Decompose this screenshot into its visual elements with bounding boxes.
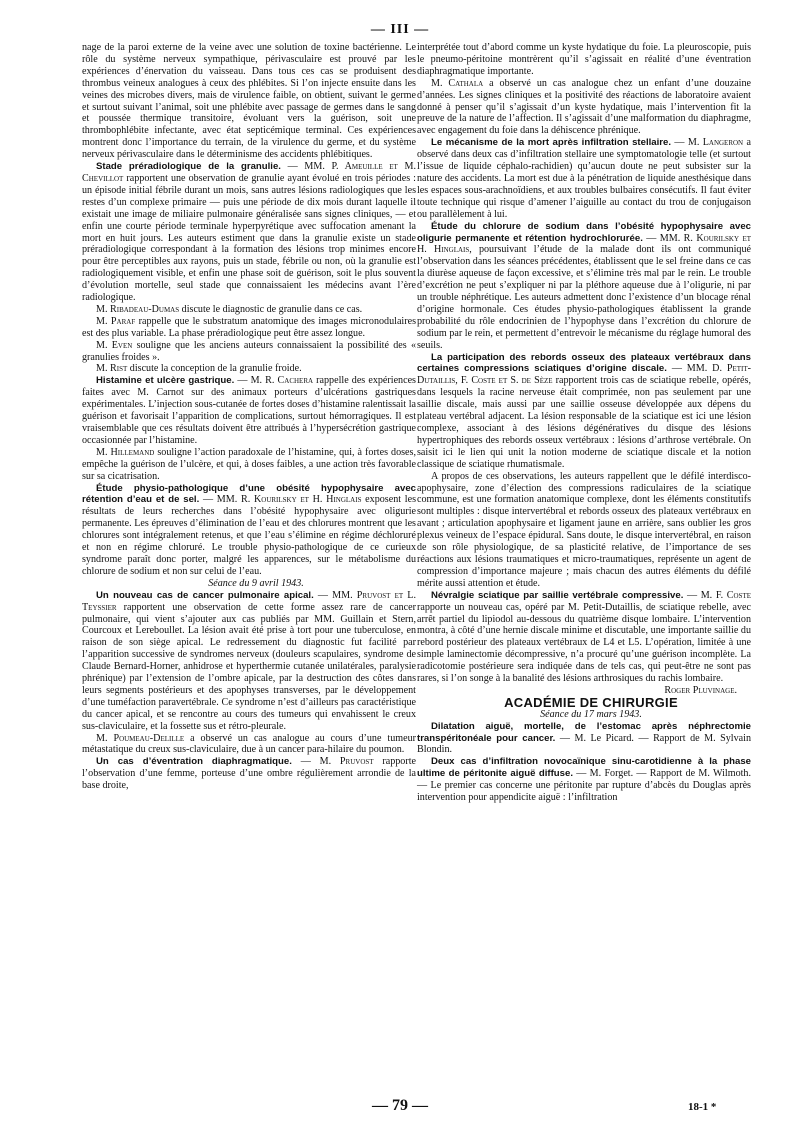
article-text: rapporte l’observation d’une femme, porteuse d’une ombre régulièrement arrondie de la base droite, [82, 756, 416, 792]
article-heading: Histamine et ulcère gastrique. [96, 375, 235, 387]
article-entry [417, 756, 751, 804]
left-column [82, 42, 416, 792]
article-heading: Un cas d’éventration diaphragmatique. [96, 756, 292, 768]
section-title: ACADÉMIE DE CHIRURGIE [504, 694, 678, 710]
article-text: , poursuivant l’étude de la malade dont ils ont communiqué l’observation dans les séances précédentes, établissent que le sel freine dans ce cas la diurèse aqueuse de façon excessive, et s’élimine très mal par le rein. Le trouble d’excrétion ne peut s’expliquer ni par la pléthore aqueuse due à l’oligurie, ni par un trouble néphrétique. Les auteurs admettent donc l’existence d’un blocage rénal d’origine hormonale. Ces études physio-pathologiques établissent la grande probabilité du rôle endocrinien de l’hypophyse dans l’excrétion du chlorure de sodium par le rein, et permettent d’entrevoir le mécanisme du réglage humoral des seuils. [417, 244, 751, 351]
signature-mark: 18-1 * [688, 1101, 717, 1113]
discussion-text: a observé un cas analogue au cours d’une tumeur métastatique du creux sus-claviculaire, due à un cancer para-hilaire du poumon. [82, 732, 416, 756]
article-authors: — M. Pruvost [300, 756, 374, 768]
article-entry [417, 590, 751, 685]
discussion-text: souligne l’action paradoxale de l’histamine, qui, à fortes doses, empêche la guérison de l’ulcère, et qui, à doses faibles, a une action très favorable sur sa cicatrisation. [82, 446, 416, 482]
discussion-entry [82, 733, 416, 757]
article-heading: Le mécanisme de la mort après infiltration stellaire. [431, 137, 672, 149]
author-signature: Roger Pluvinage. [664, 684, 737, 696]
article-authors: — MM. P. Ameuille et M. Chevillot [82, 161, 416, 184]
paragraph: interprétée tout d’abord comme un kyste hydatique du foie. La pleuroscopie, puis le pneumo-péritoine montrèrent qu’il s’agissait en réalité d’une éventration diaphragmatique importante. [417, 42, 751, 77]
article-entry [417, 352, 751, 471]
discussion-entry [82, 340, 416, 364]
session-date: Séance du 9 avril 1943. [208, 577, 304, 589]
discussant: M. Cathala [431, 77, 484, 89]
discussion-text: rappelle que le substratum anatomique des images micronodulaires est des plus variable. La phase préradiologique peut être assez longue. [82, 315, 416, 339]
page-number: — 79 — [372, 1097, 428, 1114]
article-text: — M. Le Picard. — Rapport de M. Sylvain Blondin. [417, 732, 751, 756]
article-heading: Deux cas d’infiltration novocaïnique sinu-carotidienne à la phase ultime de péritonite aiguë diffuse. [417, 756, 751, 780]
article-heading: Dilatation aiguë, mortelle, de l’estomac après néphrectomie transpéritonéale pour cancer. [417, 720, 751, 744]
discussant: M. Ribadeau-Dumas [96, 303, 180, 315]
discussant: M. Paraf [96, 315, 136, 327]
discussant: M. Rist [96, 363, 128, 375]
article-text: rapportent une observation de cette forme assez rare de cancer pulmonaire, qui vient s’ajouter aux cas publiés par MM. Guillain et Stern, Courcoux et Lereboullet. La lésion avait été prise à tort pour une tuberculose, en raison de son siège apical. Le redressement du diagnostic fut facilité par l’apparition successive de syndromes nerveux (douleurs scapulaires, syndrome de Claude Bernard-Horner, anhidrose et hyperthermie cutanée unilatérales, paralysie phrénique) par l’extension de l’ombre apicale, par la destruction des côtes dans leurs segments postérieurs et des apophyses transverses, par le développement d’une tuméfaction paravertébrale. Ce syndrome n’est d’ailleurs pas caractéristique du cancer apical, et se rencontre au cours des tumeurs qui envahissent le creux sus-claviculaire, et la fossette sus et rétro-pleurale. [82, 601, 416, 732]
article-text: rapportent trois cas de sciatique rebelle, opérés, dans lesquels la racine nerveuse était comprimée, non pas seulement par une saillie discale, mais aussi par une saillie osseuse développée aux dépens du plateau vertébral adjacent. La lésion responsable de la sciatique est ici une lésion complexe, associant à des lésions dégénératives du disque des lésions hypertrophiques des rebords osseux vertébraux : lésions d’arthrose vertébrale. On saisit ici le lien qui unit la notion moderne de sciatique discale et la notion classique de sciatique rhumatismale. [417, 375, 751, 470]
article-authors: — M. R. Cachera [237, 375, 314, 387]
article-entry [82, 590, 416, 733]
article-entry [82, 375, 416, 446]
article-heading: Un nouveau cas de cancer pulmonaire apical. [96, 589, 314, 601]
session-date: Séance du 17 mars 1943. [540, 708, 642, 720]
article-text: rapportent une observation de granulie ayant évolué en trois périodes : un épisode initial fébrile durant un mois, sans autres lésions radiologiques que les restes d’un complexe primaire — puis une période de dix mois durant laquelle il existait une image de miliaire pulmonaire généralisée sans signes cliniques, — et enfin une courte période terminale hyperpyrétique avec suffocation amenant la mort en huit jours. Les auteurs estiment que dans la granulie existe un stade préradiologique correspondant à la formation des lésions trop minimes encore pour être perceptibles aux rayons, puis un stade, fébrile ou non, où la granulie est radiologiquement visible, et enfin une phase soit de guérison, soit le plus souvent d’évolution mortelle, seul stade que connaissaient les médecins avant l’ère radiologique. [82, 172, 416, 304]
paragraph: nage de la paroi externe de la veine avec une solution de toxine bactérienne. Le rôle du système nerveux sympathique, périvasculaire est prouvé par les expériences d’énervation du vaisseau. Dans tous ces cas se produisent des thrombus veineux analogues à ceux des phlébites. Si l’on injecte ensuite dans les veines des microbes divers, mais de virulence faible, on obtient, suivant le germe et surtout suivant l’animal, soit une phlébite avec passage de germes dans le sang et poussée thermique transitoire, évoluant vers la guérison, soit une thrombophlébite infectante, avec état septicémique terminal. Ces expériences montrent donc l’importance du terrain, de la virulence du germe, et du système nerveux périvasculaire dans le déterminisme des accidents phlébitiques. [82, 42, 416, 161]
article-authors: — MM. R. Kourilsky et H. Hinglais [203, 494, 362, 506]
discussant: M. Even [96, 339, 133, 351]
discussion-entry [417, 78, 751, 138]
discussion-text: discute le diagnostic de granulie dans ce cas. [179, 303, 363, 315]
article-text: — M. Forget. — Rapport de M. Wilmoth. — Le premier cas concerne une péritonite par rupture d’abcès du Douglas après intervention pour appendicite aiguë : l’infiltration [417, 768, 751, 804]
discussant: M. Poumeau-Delille [96, 732, 185, 744]
discussant: M. Hillemand [96, 446, 155, 458]
article-heading: Névralgie sciatique par saillie vertébrale compressive. [431, 589, 684, 601]
article-heading: Stade préradiologique de la granulie. [96, 161, 281, 173]
discussion-entry [82, 316, 416, 340]
article-authors: — MM. Pruvost et L. Teyssier [82, 589, 416, 613]
discussion-entry [82, 447, 416, 483]
article-entry [82, 756, 416, 792]
article-text: rappelle des expériences faites avec M. Carnot sur des animaux porteurs d’ulcérations gastriques expérimentales. L’injection sous-cutanée de fortes doses d’histamine ralentissait la guérison et favorisait l’apparition de complications, surtout hémorragiques. Il est vraisemblable que ces résultats doivent être attribués à l’hypersécrétion gastrique occasionnée par l’histamine. [82, 375, 416, 446]
article-entry [417, 221, 751, 352]
discussion-text: souligne que les anciens auteurs connaissaient la possibilité des « granulies froides ». [82, 339, 416, 363]
discussion-entry [82, 363, 416, 375]
article-text: a observé dans deux cas d’infiltration stellaire une symptomatologie telle (et surtout l’issue de liquide céphalo-rachidien) qu’aucun doute ne peut subsister sur la nature des accidents. La mort est due à la pénétration de liquide anesthésique dans les espaces sous-arachnoïdiens, et aux troubles bulbaires consécutifs. Il faut éviter toute technique qui risque d’amener l’aiguille au contact du trou de conjugaison ou parallèlement à lui. [417, 137, 751, 220]
article-entry [417, 137, 751, 220]
article-authors: — MM. R. Kourilsky et H. Hinglais [417, 232, 751, 256]
article-heading: Étude du chlorure de sodium dans l’obésité hypophysaire avec oligurie permanente et rétention hydrochlorurée. [417, 220, 751, 244]
article-authors: — MM. D. Petit-Dutaillis, F. Coste et S. de Sèze [417, 363, 751, 387]
discussion-text: discute la conception de la granulie froide. [127, 363, 302, 375]
article-entry [82, 161, 416, 304]
article-heading: Étude physio-pathologique d’une obésité hypophysaire avec rétention d’eau et de sel. [82, 482, 416, 506]
right-column [417, 42, 751, 804]
article-authors: — M. F. Coste [687, 589, 751, 601]
article-authors: — M. Langeron [674, 137, 744, 149]
article-heading: La participation des rebords osseux des plateaux vertébraux dans certaines compressions sciatiques d’origine discale. [417, 351, 751, 375]
article-text: exposent les résultats de leurs recherches dans l’obésité hypophysaire avec oligurie permanente. Les épreuves d’élimination de l’eau et des chlorures montrent que les chlorures sont intégralement retenus, et que l’eau s’élimine en régime déchloruré et non en régime chloruré. Le trouble physio-pathologique de ce curieux syndrome paraît donc porter, malgré les apparences, sur le métabolisme du chlorure de sodium et non sur celui de l’eau. [82, 494, 416, 577]
discussion-entry [82, 304, 416, 316]
article-text: rapporte un nouveau cas, opéré par M. Petit-Dutaillis, de sciatique rebelle, avec arrêt partiel du lipiodol au-dessous du quatrième disque lombaire. L’intervention montra, à côté d’une hernie discale minime et discutable, une importante saillie du rebord postérieur des plateaux vertébraux de L4 et L5. L’opération, limitée à une simple laminectomie décompressive, n’a procuré qu’une guérison incomplète. La radicotomie postérieure sera indiquée dans de tels cas, qui peut-être ne sont pas rares, si l’on songe à la banalité des lésions arthrosiques du rachis lombaire. [417, 601, 751, 685]
discussion-text: a observé un cas analogue chez un enfant d’une douzaine d’années. Les signes cliniques et la positivité des réactions de laboratoire avaient donné à penser qu’il s’agissait d’un kyste hydatique, mais l’intervention fit la preuve de la nature de l’affection. Il s’agissait d’une malformation du diaphragme, avec engagement du foie dans la déhiscence phrénique. [417, 77, 751, 137]
article-entry [417, 721, 751, 757]
paragraph: A propos de ces observations, les auteurs rappellent que le défilé interdisco-apophysaire, zone d’élection des compressions radiculaires de la sciatique commune, est une formation anatomique complexe, dont les éléments constitutifs sont multiples : disque intervertébral et rebords osseux des plateaux vertébraux en avant ; articulation apophysaire et ligament jaune en arrière, sans oublier les gros plexus veineux de l’espace épidural. Sans doute, le disque intervertébral, en raison de son rôle physiologique, de sa plasticité relative, de l’importance de ses réactions aux lésions traumatiques et micro-traumatiques, représente un agent de compression d’importance majeure ; mais chacun des autres éléments du défilé mérite aussi attention et étude. [417, 470, 751, 589]
page-header-roman: — III — [370, 22, 430, 37]
article-entry [82, 483, 416, 578]
